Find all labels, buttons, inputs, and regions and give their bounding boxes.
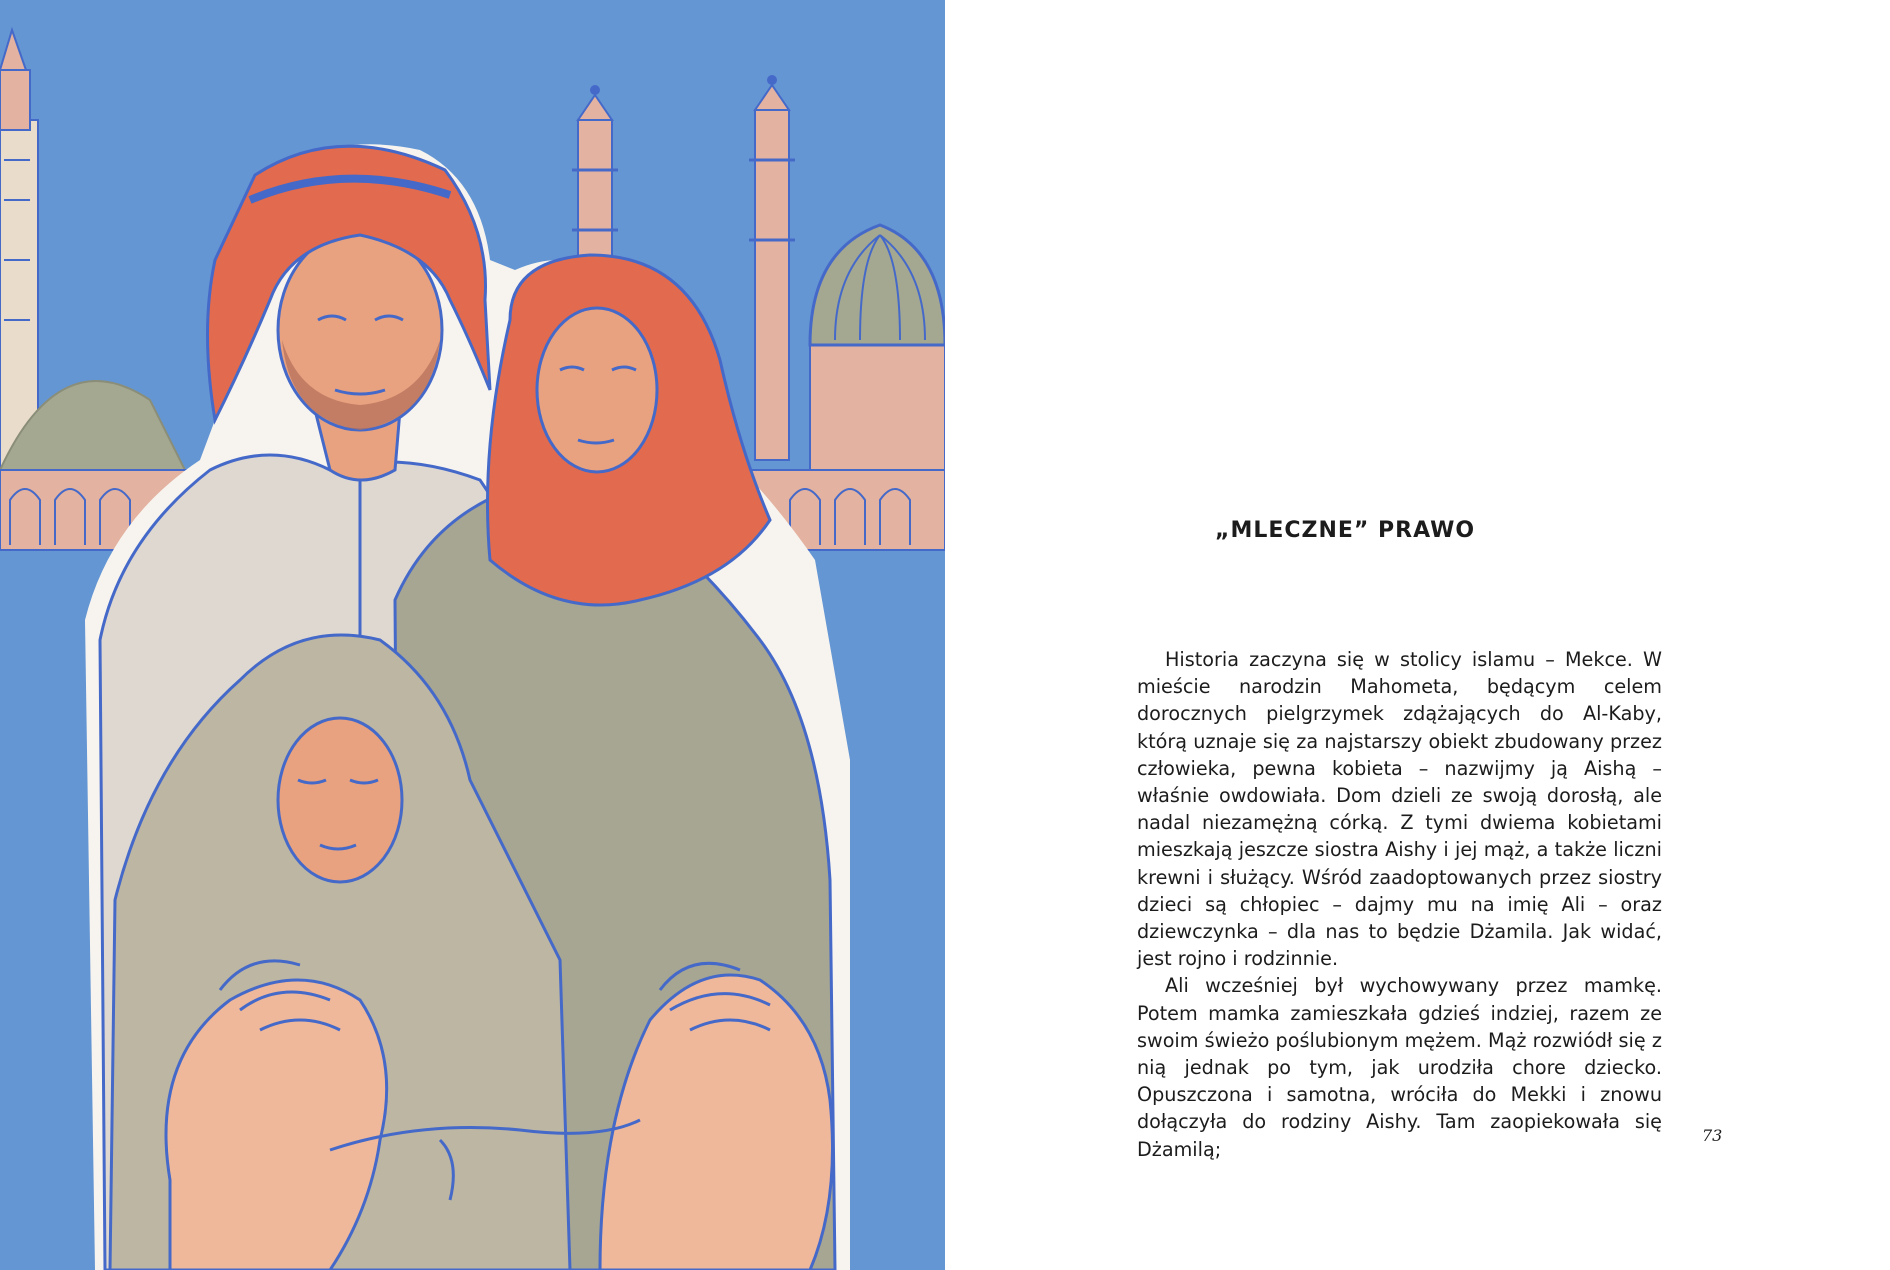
paragraph-1: Historia zaczyna się w stolicy islamu – Mekce. W mieście narodzin Mahometa, będącym celem dorocznych pielgrzymek zdążających do Al-Kaby, którą uznaje się za najstarszy obiekt zbudowany przez człowieka, pewna kobieta – nazwijmy ją Aishą – właśnie owdowiała. Dom dzieli ze swoją dorosłą, ale nadal niezamężną córką. Z tymi dwiema kobietami mieszkają jeszcze siostra Aishy i jej mąż, a także liczni krewni i służący. Wśród zaadoptowanych przez siostry dzieci są chłopiec – dajmy mu na imię Ali – oraz dziewczynka – dla nas to będzie Dżamila. Jak widać, jest rojno i rodzinnie. xyxy=(1137,648,1662,971)
woman-face xyxy=(537,308,657,472)
minaret-right xyxy=(749,75,795,460)
chapter-title: „MLECZNE” PRAWO xyxy=(1215,518,1476,543)
page-number: 73 xyxy=(1702,1126,1723,1145)
mosque-dome xyxy=(810,225,945,470)
body-text xyxy=(1137,646,1662,1163)
mother-face xyxy=(278,718,402,882)
right-page-text xyxy=(945,0,1890,1270)
paragraph-2: Ali wcześniej był wychowywany przez mamkę. Potem mamka zamieszkała gdzieś indziej, razem ze swoim świeżo poślubionym mężem. Mąż rozwiódł się z nią jednak po tym, jak urodziła chore dziecko. Opuszczona i samotna, wróciła do Mekki i znowu dołączyła do rodziny Aishy. Tam zaopiekowała się Dżamilą; xyxy=(1137,974,1662,1161)
